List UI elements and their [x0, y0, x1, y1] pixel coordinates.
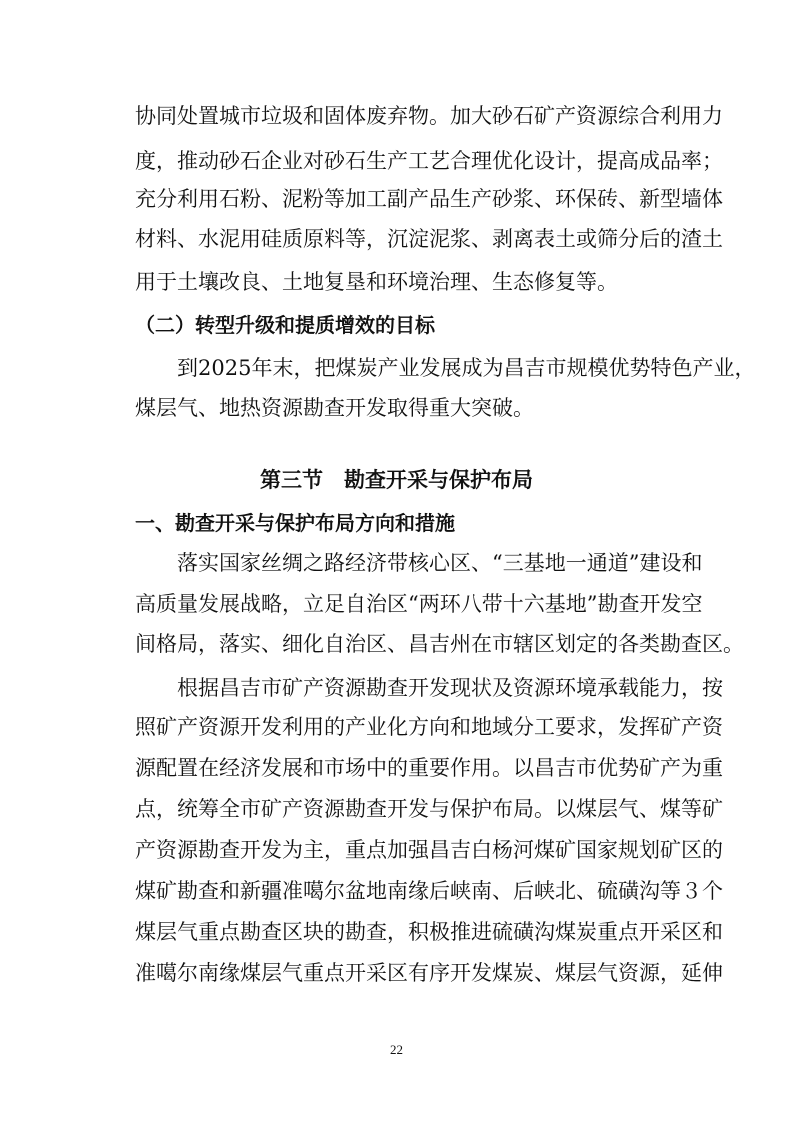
text-line: 协同处置城市垃圾和固体废弃物。加大砂石矿产资源综合利用力 — [135, 104, 723, 128]
text-line: 产资源勘查开发为主，重点加强昌吉白杨河煤矿国家规划矿区的 — [135, 838, 723, 862]
text-line: 照矿产资源开发利用的产业化方向和地域分工要求，发挥矿产资 — [135, 715, 723, 739]
text-line: 充分利用石粉、泥粉等加工副产品生产砂浆、环保砖、新型墙体 — [135, 187, 723, 211]
section-title: 第三节 勘查开采与保护布局 — [260, 468, 533, 492]
text-line: 用于土壤改良、土地复垦和环境治理、生态修复等。 — [135, 270, 618, 294]
text-line: 落实国家丝绸之路经济带核心区、“三基地一通道”建设和 — [177, 551, 703, 575]
text-line: 到2025年末，把煤炭产业发展成为昌吉市规模优势特色产业， — [177, 356, 756, 380]
text-line: 煤矿勘查和新疆准噶尔盆地南缘后峡南、后峡北、硫磺沟等３个 — [135, 879, 723, 903]
text-line: 根据昌吉市矿产资源勘查开发现状及资源环境承载能力，按 — [177, 676, 723, 700]
text-line: 煤层气重点勘查区块的勘查，积极推进硫磺沟煤炭重点开采区和 — [135, 920, 723, 944]
text-line: 间格局，落实、细化自治区、昌吉州在市辖区划定的各类勘查区。 — [135, 632, 744, 656]
text-line: 源配置在经济发展和市场中的重要作用。以昌吉市优势矿产为重 — [135, 756, 723, 780]
text-line: 煤层气、地热资源勘查开发取得重大突破。 — [135, 396, 534, 420]
text-line: 点，统筹全市矿产资源勘查开发与保护布局。以煤层气、煤等矿 — [135, 797, 723, 821]
text-line: 材料、水泥用硅质原料等，沉淀泥浆、剥离表土或筛分后的渣土 — [135, 227, 723, 251]
text-line: 高质量发展战略，立足自治区“两环八带十六基地”勘查开发空 — [135, 592, 703, 616]
page-number: 22 — [390, 1042, 403, 1057]
text-line: 度，推动砂石企业对砂石生产工艺合理优化设计，提高成品率； — [135, 149, 723, 173]
subheading-layout-direction: 一、勘查开采与保护布局方向和措施 — [135, 511, 455, 535]
text-line: 准噶尔南缘煤层气重点开采区有序开发煤炭、煤层气资源，延伸 — [135, 961, 723, 985]
subheading-goals: （二）转型升级和提质增效的目标 — [135, 313, 435, 337]
